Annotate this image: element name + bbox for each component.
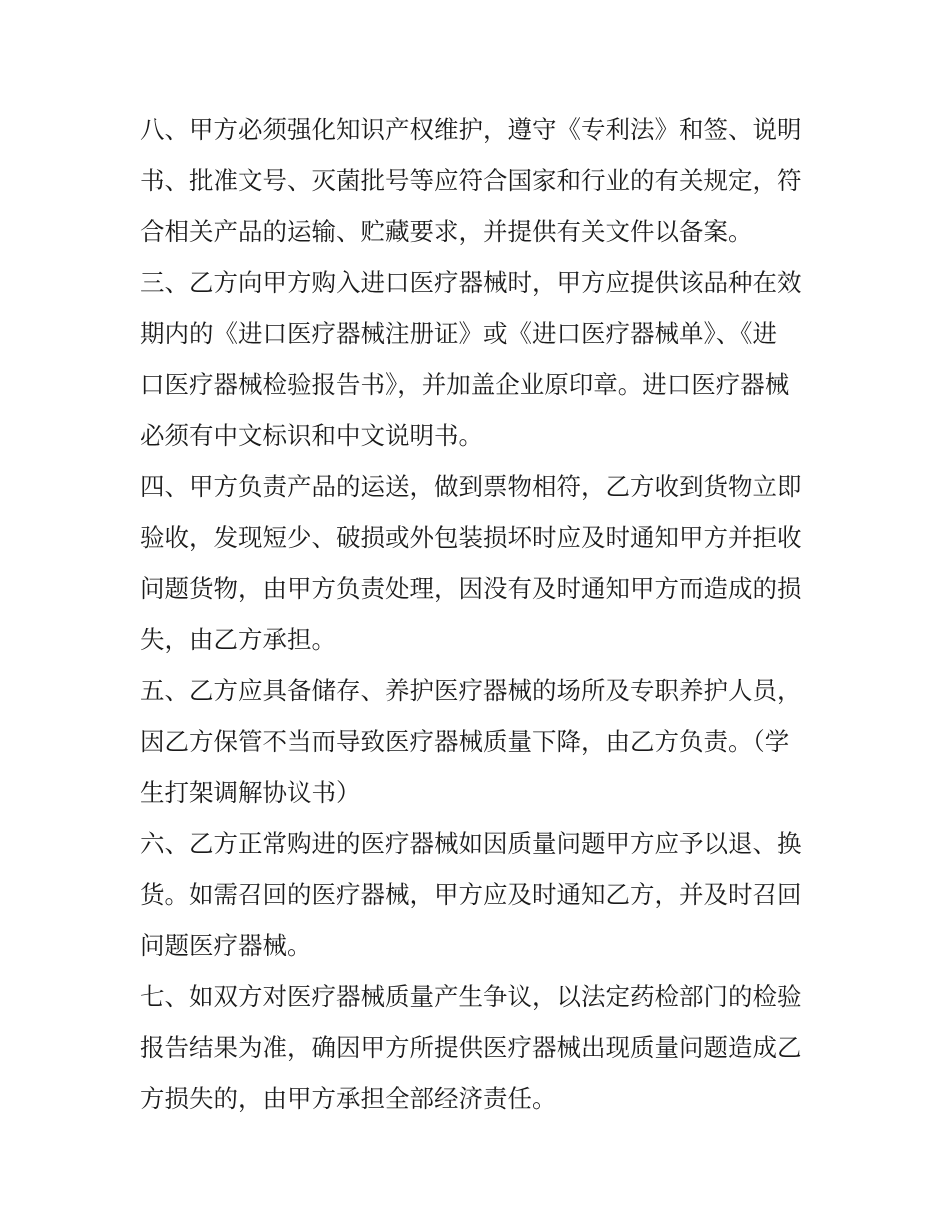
text-line: 报告结果为准，确因甲方所提供医疗器械出现质量问题造成乙 bbox=[140, 1033, 802, 1062]
text-line: 口医疗器械检验报告书》，并加盖企业原印章。进口医疗器械 bbox=[140, 370, 790, 399]
clause-8 bbox=[140, 104, 816, 257]
text-line: 合相关产品的运输、贮藏要求，并提供有关文件以备案。 bbox=[140, 217, 753, 246]
clause-5 bbox=[140, 665, 816, 818]
text-line: 货。如需召回的医疗器械，甲方应及时通知乙方，并及时召回 bbox=[140, 880, 802, 909]
text-line: 三、乙方向甲方购入进口医疗器械时，甲方应提供该品种在效 bbox=[140, 268, 802, 297]
text-line: 必须有中文标识和中文说明书。 bbox=[140, 421, 483, 450]
text-line: 书、批准文号、灭菌批号等应符合国家和行业的有关规定，符 bbox=[140, 166, 802, 195]
text-line: 四、甲方负责产品的运送，做到票物相符，乙方收到货物立即 bbox=[140, 472, 802, 501]
text-line: 方损失的，由甲方承担全部经济责任。 bbox=[140, 1084, 557, 1113]
text-line: 问题医疗器械。 bbox=[140, 931, 312, 960]
document-body bbox=[140, 104, 816, 1124]
text-line: 生打架调解协议书） bbox=[140, 778, 361, 807]
text-line: 验收，发现短少、破损或外包装损坏时应及时通知甲方并拒收 bbox=[140, 523, 802, 552]
text-line: 期内的《进口医疗器械注册证》或《进口医疗器械单》、《进 bbox=[140, 319, 777, 348]
clause-7 bbox=[140, 971, 816, 1124]
text-line: 五、乙方应具备储存、养护医疗器械的场所及专职养护人员， bbox=[140, 676, 802, 705]
clause-4 bbox=[140, 461, 816, 665]
text-line: 六、乙方正常购进的医疗器械如因质量问题甲方应予以退、换 bbox=[140, 829, 802, 858]
text-line: 七、如双方对医疗器械质量产生争议，以法定药检部门的检验 bbox=[140, 982, 802, 1011]
clause-6 bbox=[140, 818, 816, 971]
text-line: 八、甲方必须强化知识产权维护，遵守《专利法》和签、说明 bbox=[140, 115, 802, 144]
clause-3 bbox=[140, 257, 816, 461]
text-line: 因乙方保管不当而导致医疗器械质量下降，由乙方负责。（学 bbox=[140, 727, 790, 756]
text-line: 问题货物，由甲方负责处理，因没有及时通知甲方而造成的损 bbox=[140, 574, 802, 603]
text-line: 失，由乙方承担。 bbox=[140, 625, 336, 654]
